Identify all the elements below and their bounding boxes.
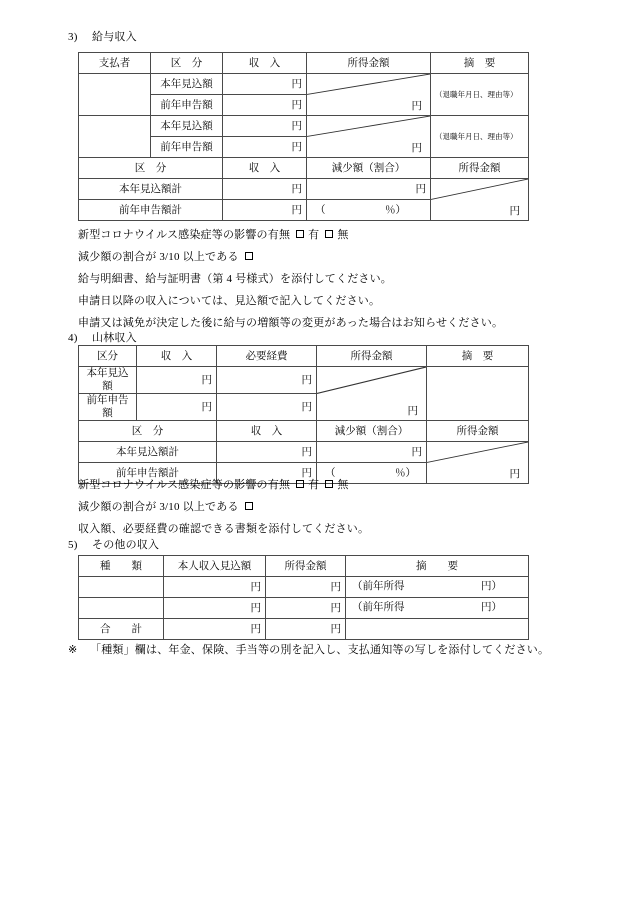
income-cell-1a[interactable]: 円 bbox=[223, 74, 307, 95]
prev-year-income-label-1: （前年所得 bbox=[352, 581, 405, 592]
col-header-payer: 支払者 bbox=[79, 53, 151, 74]
percent-close-label: ％） bbox=[395, 468, 416, 479]
table-row bbox=[79, 116, 529, 137]
summary-amount-cell[interactable] bbox=[431, 179, 529, 221]
section-title-other: その他の収入 bbox=[92, 539, 160, 551]
note-decrease-ratio-forestry bbox=[78, 500, 257, 514]
checkbox-no-label: 無 bbox=[337, 479, 349, 491]
amount-cell-block-2[interactable] bbox=[307, 116, 431, 158]
summary-row-label-prev: 前年申告額計 bbox=[79, 463, 217, 484]
checkbox-ratio-icon[interactable] bbox=[245, 502, 253, 510]
checkbox-no-icon[interactable] bbox=[325, 480, 333, 488]
summary-income-prev[interactable]: 円 bbox=[223, 200, 307, 221]
table-row bbox=[79, 619, 529, 640]
checkbox-yes-icon[interactable] bbox=[296, 230, 304, 238]
table-row bbox=[79, 442, 529, 463]
section-heading-forestry bbox=[68, 331, 137, 345]
checkbox-no-icon[interactable] bbox=[325, 230, 333, 238]
table-row bbox=[79, 598, 529, 619]
note-notify-change: 申請又は減免が決定した後に給与の増額等の変更があった場合はお知らせください。 bbox=[78, 317, 504, 329]
summary-col-header-decrease: 減少額（割合） bbox=[307, 158, 431, 179]
col-header-category: 区分 bbox=[79, 346, 137, 367]
col-header-expected-income: 本人収入見込額 bbox=[164, 556, 266, 577]
col-header-remark: 摘 要 bbox=[431, 53, 529, 74]
total-row-label: 合 計 bbox=[79, 619, 164, 640]
kind-cell-2[interactable] bbox=[79, 598, 164, 619]
section-number-other: 5) bbox=[68, 539, 78, 551]
col-header-remark: 摘 要 bbox=[346, 556, 529, 577]
checkbox-ratio-icon[interactable] bbox=[245, 252, 253, 260]
amount-value-prev: 円 bbox=[407, 406, 418, 417]
row-label-current-estimate-1: 本年見込額 bbox=[151, 74, 223, 95]
note-text: 新型コロナウイルス感染症等の影響の有無 bbox=[78, 229, 291, 241]
summary-col-header-category: 区 分 bbox=[79, 158, 223, 179]
percent-close-label: ％） bbox=[385, 205, 406, 216]
col-header-kind: 種 類 bbox=[79, 556, 164, 577]
remark-cell-2[interactable] bbox=[346, 598, 529, 619]
col-header-remark: 摘 要 bbox=[427, 346, 529, 367]
table-header-row bbox=[79, 53, 529, 74]
other-income-table bbox=[78, 555, 529, 640]
table-row bbox=[79, 577, 529, 598]
note-attach-documents-forestry: 収入額、必要経費の確認できる書類を添付してください。 bbox=[78, 523, 370, 535]
section-number-salary: 3) bbox=[68, 31, 78, 43]
section-heading-salary bbox=[68, 30, 137, 44]
summary-amount-value: 円 bbox=[509, 206, 520, 217]
summary-col-header-income: 収 入 bbox=[223, 158, 307, 179]
amount-value-1b: 円 bbox=[411, 101, 422, 112]
expenses-cell-prev[interactable]: 円 bbox=[217, 394, 317, 421]
expected-income-cell-1[interactable]: 円 bbox=[164, 577, 266, 598]
summary-decrease-prev[interactable] bbox=[307, 200, 431, 221]
section-title-forestry: 山林収入 bbox=[92, 332, 137, 344]
summary-decrease-current[interactable]: 円 bbox=[307, 179, 431, 200]
income-cell-prev[interactable]: 円 bbox=[137, 394, 217, 421]
table-row bbox=[79, 367, 529, 394]
table-header-row bbox=[79, 556, 529, 577]
row-label-prev-declared-2: 前年申告額 bbox=[151, 137, 223, 158]
note-covid-impact-salary bbox=[78, 228, 349, 242]
section-number-forestry: 4) bbox=[68, 332, 78, 344]
summary-header-row bbox=[79, 421, 529, 442]
summary-row-label-current: 本年見込額計 bbox=[79, 179, 223, 200]
summary-row-label-current: 本年見込額計 bbox=[79, 442, 217, 463]
amount-cell-1[interactable]: 円 bbox=[266, 577, 346, 598]
payer-input-2[interactable] bbox=[79, 116, 151, 158]
remark-cell-1[interactable] bbox=[346, 577, 529, 598]
percent-open-paren: （ bbox=[325, 468, 336, 479]
summary-col-header-category: 区 分 bbox=[79, 421, 217, 442]
row-label-current-estimate: 本年見込額 bbox=[79, 367, 137, 394]
remark-cell-1[interactable]: （退職年月日、理由等） bbox=[431, 74, 529, 116]
income-cell-2a[interactable]: 円 bbox=[223, 116, 307, 137]
summary-col-header-amount: 所得金額 bbox=[427, 421, 529, 442]
summary-income-prev[interactable]: 円 bbox=[217, 463, 317, 484]
summary-income-current[interactable]: 円 bbox=[217, 442, 317, 463]
amount-cell-block[interactable] bbox=[317, 367, 427, 421]
note-decrease-ratio-salary bbox=[78, 250, 257, 264]
income-cell-2b[interactable]: 円 bbox=[223, 137, 307, 158]
summary-header-row bbox=[79, 158, 529, 179]
summary-amount-cell[interactable] bbox=[427, 442, 529, 484]
summary-col-header-amount: 所得金額 bbox=[431, 158, 529, 179]
amount-cell-2[interactable]: 円 bbox=[266, 598, 346, 619]
footnote-kind-column bbox=[68, 643, 549, 657]
summary-decrease-current[interactable]: 円 bbox=[317, 442, 427, 463]
col-header-income: 収 入 bbox=[223, 53, 307, 74]
expenses-cell-current[interactable]: 円 bbox=[217, 367, 317, 394]
note-text: 減少額の割合が 3/10 以上である bbox=[78, 251, 239, 263]
checkbox-yes-icon[interactable] bbox=[296, 480, 304, 488]
summary-income-current[interactable]: 円 bbox=[223, 179, 307, 200]
income-cell-current[interactable]: 円 bbox=[137, 367, 217, 394]
checkbox-no-label: 無 bbox=[337, 229, 349, 241]
forestry-income-table bbox=[78, 345, 529, 484]
col-header-income: 収 入 bbox=[137, 346, 217, 367]
kind-cell-1[interactable] bbox=[79, 577, 164, 598]
note-future-income: 申請日以降の収入については、見込額で記入してください。 bbox=[78, 295, 381, 307]
table-row bbox=[79, 74, 529, 95]
summary-col-header-decrease: 減少額（割合） bbox=[317, 421, 427, 442]
col-header-amount: 所得金額 bbox=[266, 556, 346, 577]
salary-income-table bbox=[78, 52, 529, 221]
section-title-salary: 給与収入 bbox=[92, 31, 137, 43]
col-header-amount: 所得金額 bbox=[307, 53, 431, 74]
amount-value-2b: 円 bbox=[411, 143, 422, 154]
section-heading-other bbox=[68, 538, 159, 552]
note-attach-payslip: 給与明細書、給与証明書（第 4 号様式）を添付してください。 bbox=[78, 273, 392, 285]
table-row bbox=[79, 179, 529, 200]
col-header-amount: 所得金額 bbox=[317, 346, 427, 367]
income-cell-1b[interactable]: 円 bbox=[223, 95, 307, 116]
percent-open-paren: （ bbox=[315, 205, 326, 216]
row-label-current-estimate-2: 本年見込額 bbox=[151, 116, 223, 137]
prev-year-income-yen-2: 円） bbox=[481, 602, 502, 613]
note-text: 減少額の割合が 3/10 以上である bbox=[78, 501, 239, 513]
remark-cell[interactable] bbox=[427, 367, 529, 421]
col-header-expenses: 必要経費 bbox=[217, 346, 317, 367]
row-label-prev-declared-1: 前年申告額 bbox=[151, 95, 223, 116]
col-header-category: 区 分 bbox=[151, 53, 223, 74]
footnote-marker: ※ bbox=[68, 644, 78, 656]
checkbox-yes-label: 有 bbox=[308, 229, 320, 241]
summary-row-label-prev: 前年申告額計 bbox=[79, 200, 223, 221]
expected-income-cell-2[interactable]: 円 bbox=[164, 598, 266, 619]
total-expected-income[interactable]: 円 bbox=[164, 619, 266, 640]
payer-input-1[interactable] bbox=[79, 74, 151, 116]
summary-amount-value: 円 bbox=[509, 469, 520, 480]
footnote-text: 「種類」欄は、年金、保険、手当等の別を記入し、支払通知等の写しを添付してください。 bbox=[90, 644, 550, 656]
total-remark-cell[interactable] bbox=[346, 619, 529, 640]
checkbox-yes-label: 有 bbox=[308, 479, 320, 491]
total-amount[interactable]: 円 bbox=[266, 619, 346, 640]
row-label-prev-declared: 前年申告額 bbox=[79, 394, 137, 421]
table-header-row bbox=[79, 346, 529, 367]
prev-year-income-label-2: （前年所得 bbox=[352, 602, 405, 613]
remark-cell-2[interactable]: （退職年月日、理由等） bbox=[431, 116, 529, 158]
prev-year-income-yen-1: 円） bbox=[481, 581, 502, 592]
note-covid-impact-forestry bbox=[78, 478, 349, 492]
summary-col-header-income: 収 入 bbox=[217, 421, 317, 442]
amount-cell-block-1[interactable] bbox=[307, 74, 431, 116]
note-text: 新型コロナウイルス感染症等の影響の有無 bbox=[78, 479, 291, 491]
